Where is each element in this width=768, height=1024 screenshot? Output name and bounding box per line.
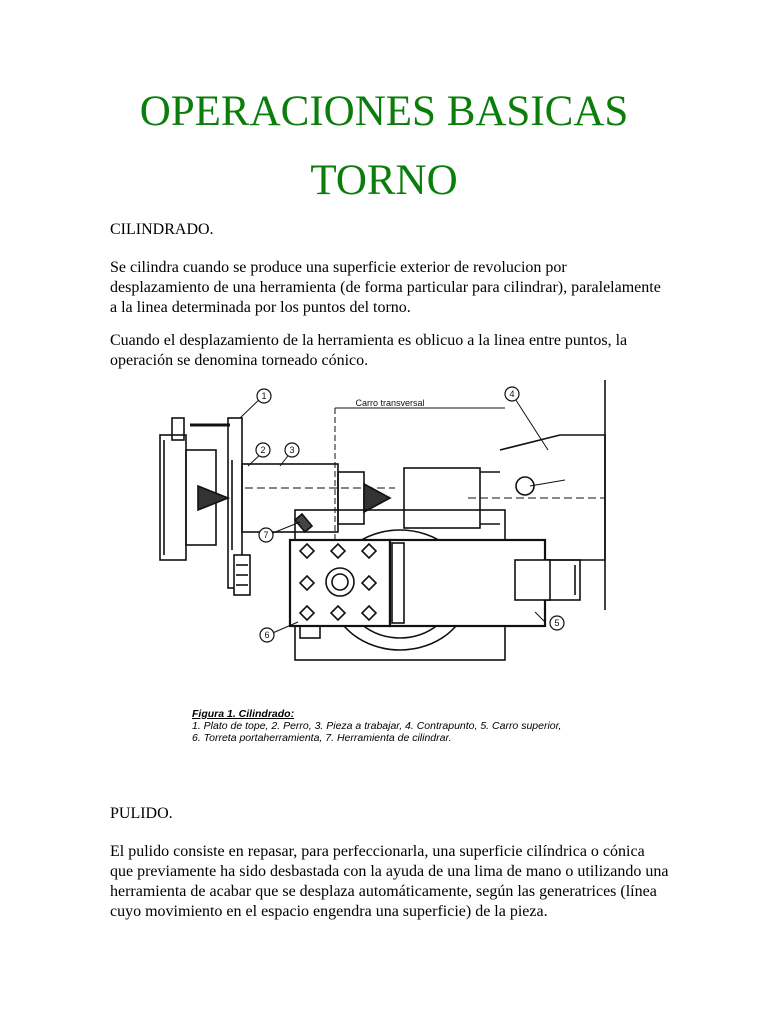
tool-post [290,540,550,638]
paragraph-cilindrado-definition: Se cilindra cuando se produce una superficie exterior de revolucion por desplazamiento de una herramienta (de forma particular para cilindrar), paralelamente a la linea determinada por los puntos del torno. [110,259,661,316]
figure-caption-line1: 1. Plato de tope, 2. Perro, 3. Pieza a trabajar, 4. Contrapunto, 5. Carro superior, [192,720,562,732]
lathe-dog [228,418,250,595]
section-heading-cilindrado: CILINDRADO. [110,221,214,238]
figure-caption-line2: 6. Torreta portaherramienta, 7. Herramienta de cilindrar. [192,732,452,744]
figure-caption-title-text: Figura 1. Cilindrado: [192,708,295,720]
label-cross-slide: Carro transversal [355,398,425,408]
callout-2: 2 [260,445,266,455]
face-plate [160,418,230,560]
section-heading-pulido: PULIDO. [110,805,173,822]
lathe-cylindering-diagram [150,380,612,690]
workpiece [242,464,395,532]
figure-caption-title [192,708,294,720]
page-subtitle: TORNO [310,157,458,204]
callout-6: 6 [264,630,270,640]
paragraph-cilindrado-conico: Cuando el desplazamiento de la herramienta es oblicuo a la linea entre puntos, la operación se denomina torneado cónico. [110,332,628,369]
callout-4: 4 [509,389,515,399]
callout-1: 1 [261,391,267,401]
page-title: OPERACIONES BASICAS [139,88,629,135]
paragraph-pulido-definition: El pulido consiste en repasar, para perfeccionarla, una superficie cilíndrica o cónica que previamente ha sido desbastada con la ayuda de una lima de mano o utilizando una herramienta de acabar que se desplaza automáticamente, según las generatrices (línea cuyo movimiento en el espacio engendra una superficie) de la pieza. [110,843,669,920]
callout-3: 3 [289,445,295,455]
callout-7: 7 [263,530,269,540]
callout-5: 5 [554,618,560,628]
